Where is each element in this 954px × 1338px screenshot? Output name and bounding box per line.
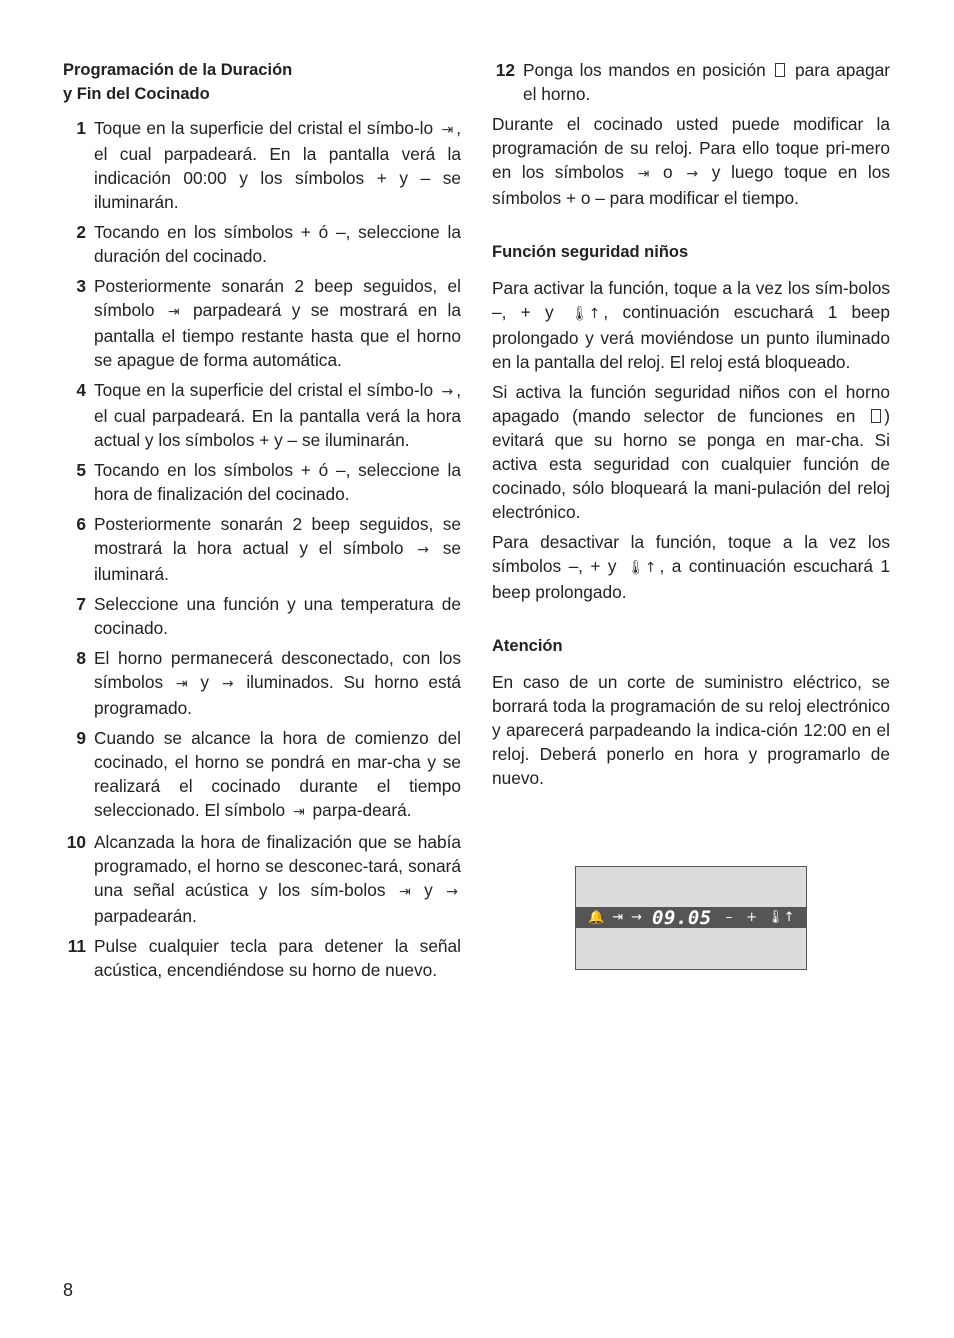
step-number: 8 <box>76 648 86 668</box>
child-lock-icon: 🌡↑ <box>570 306 601 322</box>
step-number: 9 <box>76 728 86 748</box>
step-12: 12 Ponga los mandos en posición para apagar el horno. <box>492 58 890 106</box>
child-lock-heading: Función seguridad niños <box>492 243 689 261</box>
duration-icon: ⇥ <box>441 122 454 138</box>
step-number: 5 <box>76 460 86 480</box>
paragraph-child-1: Para activar la función, toque a la vez los sím-bolos –, + y 🌡↑ , continuación escuchará 1 beep prolongado y verá moviéndose un punto iluminado en la pantalla del reloj. El reloj está bloqueado. <box>492 278 890 372</box>
paragraph-child-2: Si activa la función seguridad niños con el horno apagado (mando selector de funciones en ) evitará que su horno se ponga en mar-cha. Si activa esta seguridad con cualquier función de cocinado, sólo bloqueará la mani-pulación del reloj electrónico. <box>492 382 890 522</box>
step-number: 7 <box>76 594 86 614</box>
section-heading: Programación de la Duración <box>63 61 293 79</box>
step-number: 1 <box>76 118 86 138</box>
off-position-icon <box>775 63 785 77</box>
step-10: 10 Alcanzada la hora de finalización que se había programado, el horno se desconec-tará, sonará una señal acústica y los sím-bolos ⇥ y → parpadearán. <box>63 830 461 928</box>
child-lock-icon: 🌡↑ <box>767 910 795 925</box>
step-6: 6 Posteriormente sonarán 2 beep seguidos, se mostrará la hora actual y el símbolo → se iluminará. <box>63 512 461 586</box>
end-time-icon: → <box>441 384 454 400</box>
child-lock-icon: 🌡↑ <box>627 560 657 576</box>
end-time-icon: → <box>446 884 458 900</box>
duration-icon: ⇥ <box>175 676 188 692</box>
step-number: 10 <box>66 832 86 852</box>
minus-symbol: – <box>725 910 733 925</box>
step-number: 12 <box>495 60 515 80</box>
step-number: 3 <box>76 276 86 296</box>
step-number: 11 <box>67 936 86 956</box>
duration-icon: ⇥ <box>292 804 305 820</box>
step-number: 4 <box>76 380 86 400</box>
end-time-icon: → <box>417 542 429 558</box>
duration-icon: ⇥ <box>398 884 411 900</box>
step-11: 11 Pulse cualquier tecla para detener la señal acústica, encendiéndose su horno de nuevo. <box>63 934 461 982</box>
duration-icon: ⇥ <box>612 910 624 925</box>
attention-heading: Atención <box>492 637 563 655</box>
end-time-icon: → <box>686 166 699 182</box>
left-column <box>63 58 461 988</box>
off-position-icon <box>871 409 881 423</box>
section-heading-line2: y Fin del Cocinado <box>63 85 210 103</box>
step-1: 1 Toque en la superficie del cristal el símbo-lo ⇥ , el cual parpadeará. En la pantalla verá la indicación 00:00 y los símbolos + y – se iluminarán. <box>63 116 461 214</box>
step-5: 5 Tocando en los símbolos + ó –, seleccione la hora de finalización del cocinado. <box>63 458 461 506</box>
page-number: 8 <box>63 1280 74 1300</box>
clock-time: 09.05 <box>652 906 712 929</box>
paragraph-modify: Durante el cocinado usted puede modificar la programación de su reloj. Para ello toque pri-mero en los símbolos ⇥ o → y luego toque en los símbolos + o – para modificar el tiempo. <box>492 114 891 208</box>
paragraph-child-3: Para desactivar la función, toque a la vez los símbolos –, + y 🌡↑ , a continuación escuchará 1 beep prolongado. <box>492 532 890 602</box>
step-9: 9 Cuando se alcance la hora de comienzo del cocinado, el horno se pondrá en mar-cha y se realizará el cocinado durante el tiempo seleccionado. El símbolo ⇥ parpa-deará. <box>63 726 461 824</box>
clock-display-panel <box>575 866 807 970</box>
end-time-icon: → <box>221 676 234 692</box>
plus-symbol: + <box>746 910 758 925</box>
bell-icon: 🔔 <box>588 910 605 925</box>
right-column <box>492 58 890 796</box>
paragraph-attention: En caso de un corte de suministro eléctrico, se borrará toda la programación de su reloj electrónico y aparecerá parpadeando la indica-ción 12:00 en el reloj. Deberá ponerlo en hora y programarlo de nuevo. <box>492 672 890 788</box>
step-2: 2 Tocando en los símbolos + ó –, seleccione la duración del cocinado. <box>63 220 461 268</box>
clock-display-strip <box>576 907 806 928</box>
step-4: 4 Toque en la superficie del cristal el símbo-lo → , el cual parpadeará. En la pantalla verá la hora actual y los símbolos + y – se iluminarán. <box>63 378 461 452</box>
duration-icon: ⇥ <box>637 166 650 182</box>
step-7: 7 Seleccione una función y una temperatura de cocinado. <box>63 592 461 640</box>
step-number: 6 <box>76 514 86 534</box>
end-time-icon: → <box>631 910 642 925</box>
step-3: 3 Posteriormente sonarán 2 beep seguidos, el símbolo ⇥ parpadeará y se mostrará en la pantalla el tiempo restante hasta que el horno se apague de forma automática. <box>63 274 461 372</box>
step-number: 2 <box>76 222 86 242</box>
duration-icon: ⇥ <box>167 304 180 320</box>
step-8: 8 El horno permanecerá desconectado, con los símbolos ⇥ y → iluminados. Su horno está programado. <box>63 646 461 720</box>
